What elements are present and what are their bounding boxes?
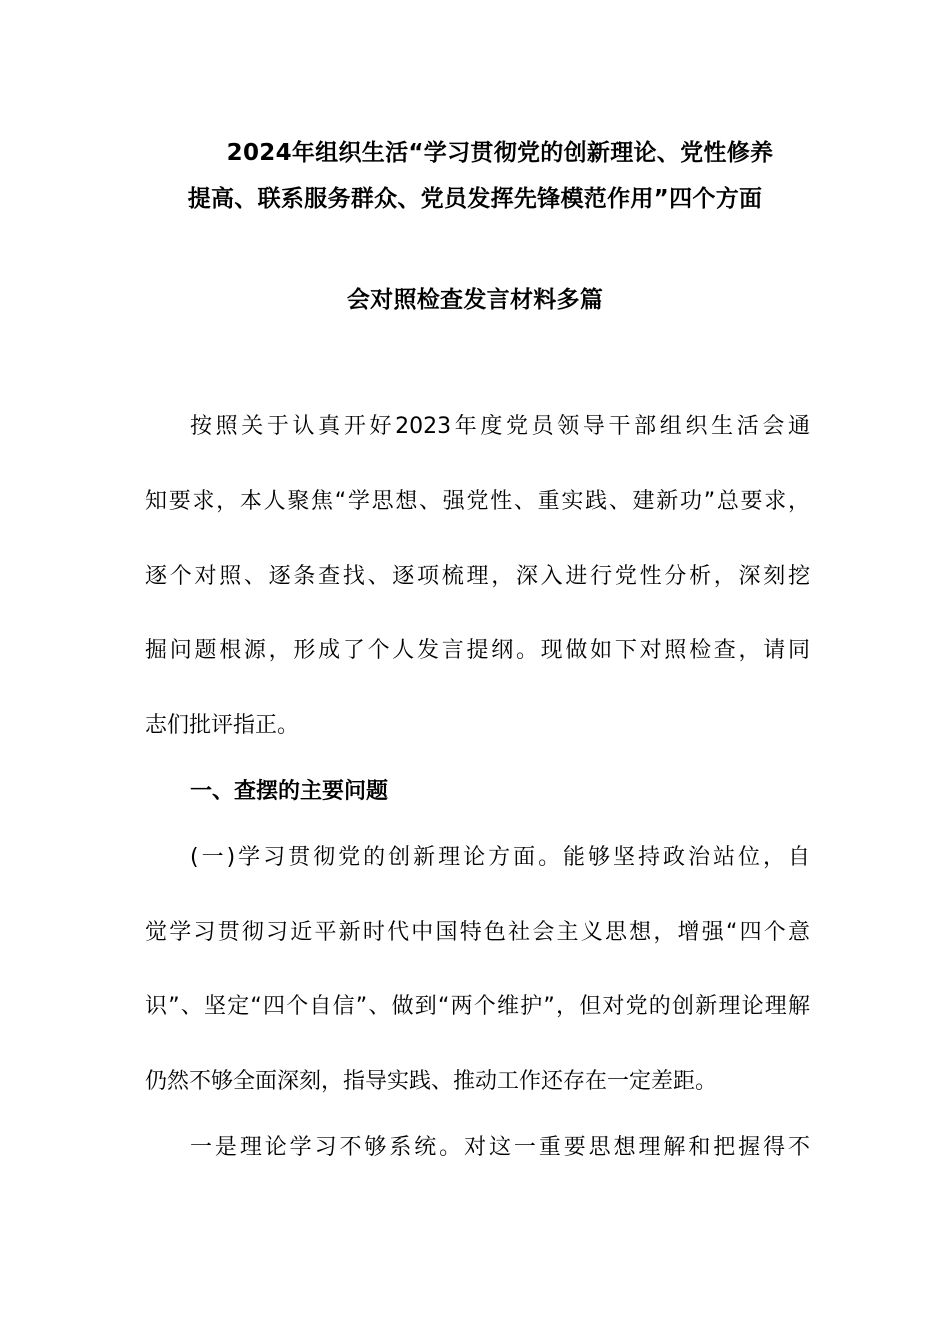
paragraph-line: 觉学习贯彻习近平新时代中国特色社会主义思想，增强“四个意: [145, 920, 810, 945]
paragraph-line: 逐个对照、逐条查找、逐项梳理，深入进行党性分析，深刻挖: [145, 564, 810, 589]
paragraph-line: 仍然不够全面深刻，指导实践、推动工作还存在一定差距。: [145, 1069, 718, 1094]
paragraph-line: 一是理论学习不够系统。对这一重要思想理解和把握得不: [190, 1135, 810, 1160]
paragraph-line: 掘问题根源，形成了个人发言提纲。现做如下对照检查，请同: [145, 638, 810, 663]
paragraph-line: (一)学习贯彻党的创新理论方面。能够坚持政治站位，自: [190, 845, 810, 870]
document-title-line-1: 2024年组织生活“学习贯彻党的创新理论、党性修养: [226, 140, 774, 166]
paragraph-line: 按照关于认真开好2023年度党员领导干部组织生活会通: [190, 414, 810, 439]
document-title-line-3: 会对照检查发言材料多篇: [346, 287, 604, 313]
document-title-line-2: 提高、联系服务群众、党员发挥先锋模范作用”四个方面: [187, 186, 763, 212]
paragraph-line: 识”、坚定“四个自信”、做到“两个维护”，但对党的创新理论理解: [145, 994, 810, 1019]
section-heading: 一、查摆的主要问题: [190, 779, 389, 804]
paragraph-line: 志们批评指正。: [145, 713, 300, 738]
paragraph-line: 知要求，本人聚焦“学思想、强党性、重实践、建新功”总要求，: [145, 489, 810, 514]
